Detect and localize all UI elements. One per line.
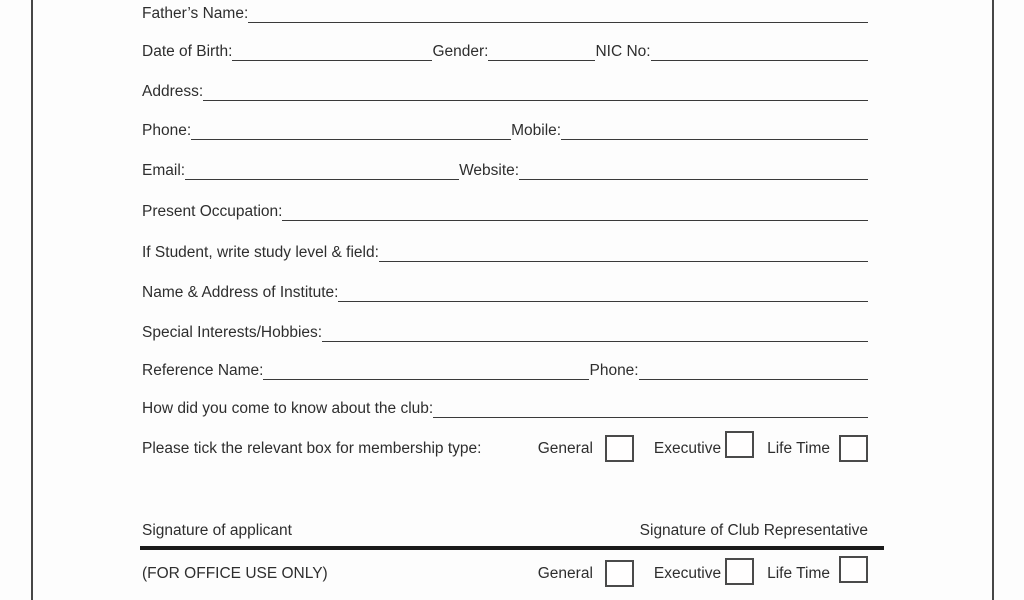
student-field-row	[142, 243, 868, 262]
father-name-blank-line[interactable]	[248, 7, 868, 23]
membership-general-label: General	[537, 439, 593, 457]
page-right-border	[992, 0, 994, 600]
father-name-label: Father’s Name:	[142, 5, 249, 22]
office-general-checkbox[interactable]	[605, 560, 634, 587]
address-label: Address:	[142, 83, 204, 100]
dob-gender-nic-row	[142, 42, 868, 61]
address-blank-line[interactable]	[203, 85, 868, 101]
office-use-options	[538, 560, 868, 587]
membership-lifetime-label: Life Time	[767, 439, 830, 457]
office-general-label: General	[537, 564, 593, 582]
office-lifetime-label: Life Time	[767, 564, 830, 582]
reference-phone-label: Phone:	[589, 362, 639, 379]
address-row	[142, 82, 868, 101]
office-executive-checkbox[interactable]	[725, 558, 754, 585]
membership-general-checkbox[interactable]	[605, 435, 634, 462]
email-label: Email:	[142, 162, 186, 179]
membership-executive-checkbox[interactable]	[725, 431, 754, 458]
applicant-signature-label: Signature of applicant	[142, 522, 292, 539]
reference-phone-blank-line[interactable]	[639, 364, 868, 380]
reference-name-blank-line[interactable]	[263, 364, 589, 380]
mobile-blank-line[interactable]	[561, 124, 868, 140]
membership-type-row	[142, 432, 868, 464]
hobbies-blank-line[interactable]	[322, 326, 868, 342]
membership-lifetime-checkbox[interactable]	[839, 435, 868, 462]
occupation-row	[142, 202, 868, 221]
gender-label: Gender:	[432, 43, 489, 60]
email-blank-line[interactable]	[185, 164, 459, 180]
hobbies-row	[142, 323, 868, 342]
occupation-label: Present Occupation:	[142, 203, 283, 220]
nic-label: NIC No:	[595, 43, 651, 60]
student-field-blank-line[interactable]	[379, 246, 868, 262]
website-blank-line[interactable]	[519, 164, 868, 180]
reference-name-label: Reference Name:	[142, 362, 264, 379]
page-left-border	[31, 0, 33, 600]
membership-prompt-label: Please tick the relevant box for membership type:	[142, 439, 482, 457]
membership-options	[538, 435, 868, 462]
institute-blank-line[interactable]	[338, 286, 868, 302]
signature-row	[142, 521, 868, 540]
office-use-label: (FOR OFFICE USE ONLY)	[142, 564, 328, 582]
institute-label: Name & Address of Institute:	[142, 284, 339, 301]
institute-row	[142, 283, 868, 302]
gender-blank-line[interactable]	[488, 45, 595, 61]
email-website-row	[142, 161, 868, 180]
office-lifetime-checkbox[interactable]	[839, 556, 868, 583]
student-field-label: If Student, write study level & field:	[142, 244, 379, 261]
membership-executive-label: Executive	[653, 439, 722, 457]
reference-row	[142, 361, 868, 380]
father-name-row	[142, 4, 868, 23]
hobbies-label: Special Interests/Hobbies:	[142, 324, 323, 341]
occupation-blank-line[interactable]	[282, 205, 868, 221]
phone-label: Phone:	[142, 122, 192, 139]
club-source-blank-line[interactable]	[433, 402, 868, 418]
phone-mobile-row	[142, 121, 868, 140]
club-source-label: How did you come to know about the club:	[142, 400, 434, 417]
website-label: Website:	[459, 162, 520, 179]
nic-blank-line[interactable]	[651, 45, 868, 61]
phone-blank-line[interactable]	[191, 124, 511, 140]
office-section-divider	[140, 546, 884, 550]
club-source-row	[142, 399, 868, 418]
office-use-row	[142, 558, 868, 588]
dob-label: Date of Birth:	[142, 43, 233, 60]
club-representative-signature-label: Signature of Club Representative	[639, 522, 868, 539]
office-executive-label: Executive	[653, 564, 722, 582]
dob-blank-line[interactable]	[232, 45, 432, 61]
mobile-label: Mobile:	[511, 122, 562, 139]
